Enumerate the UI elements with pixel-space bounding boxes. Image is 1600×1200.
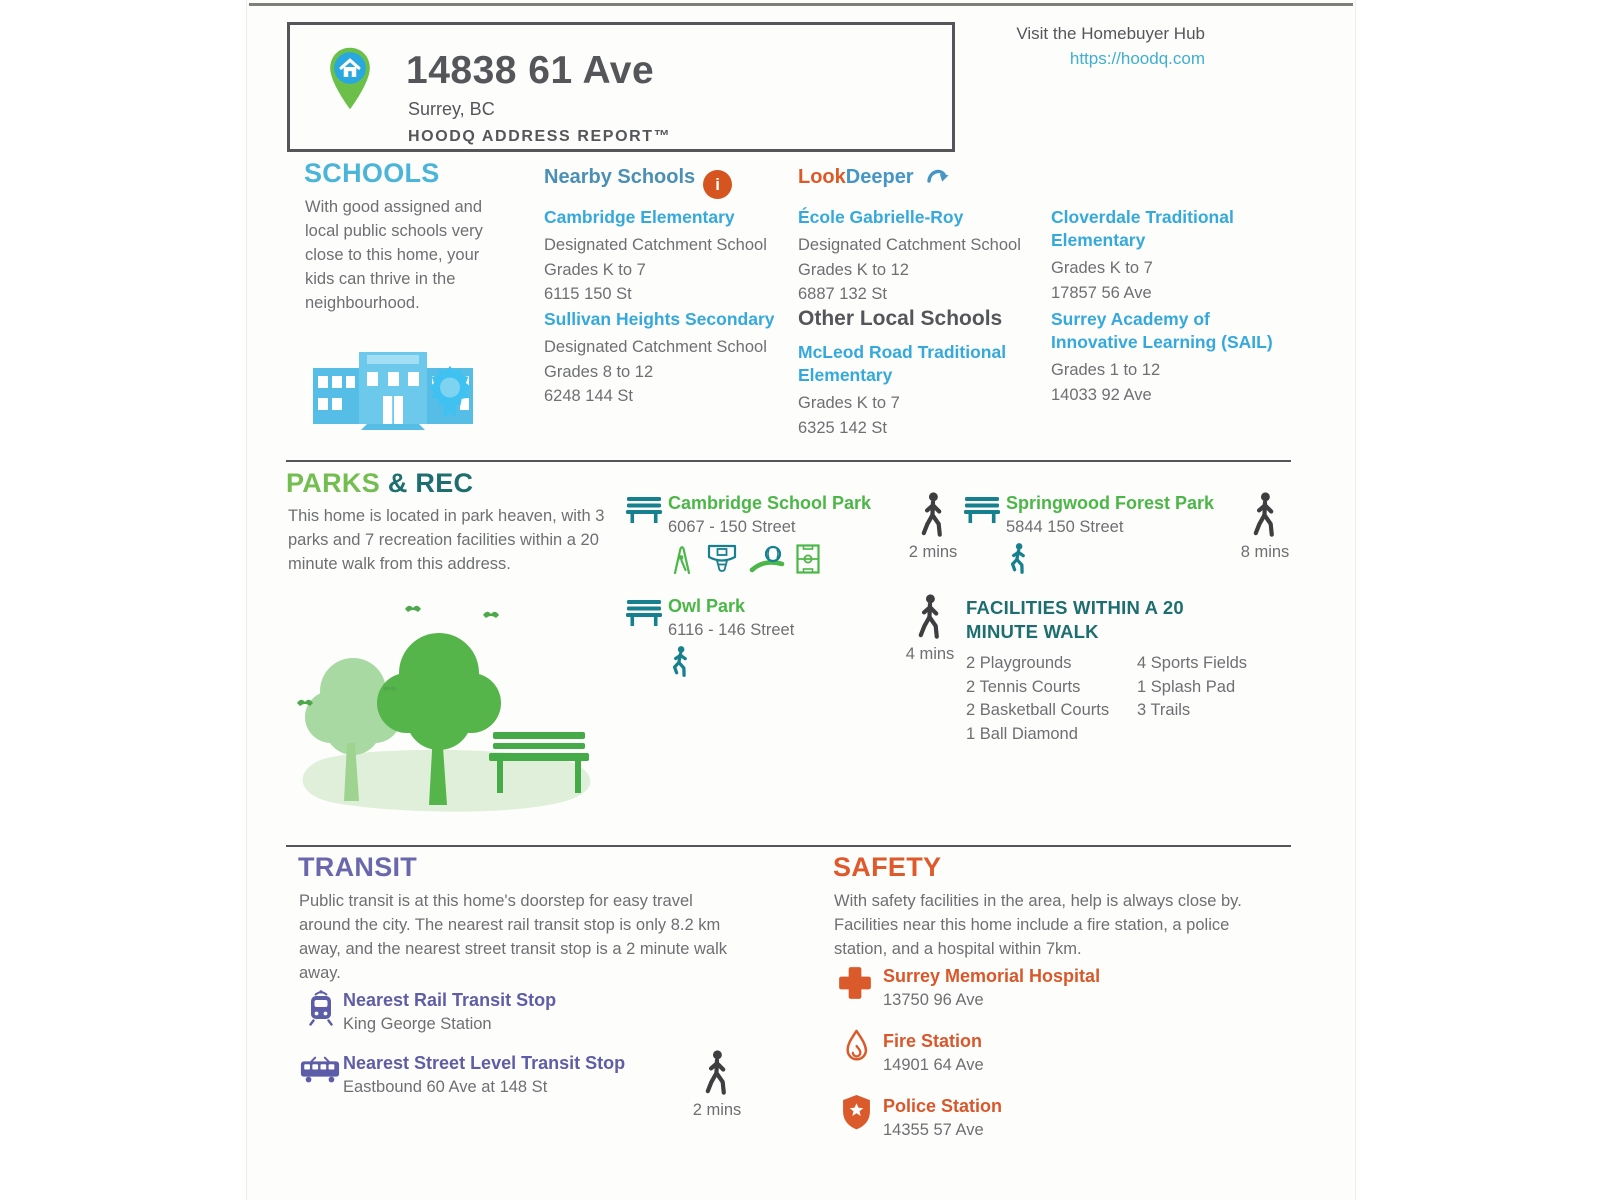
- schools-section-title: SCHOOLS: [304, 158, 440, 188]
- streetcar-icon: [299, 1055, 341, 1085]
- safety-item-title: Fire Station: [883, 1031, 983, 1051]
- address-header-box: [287, 22, 955, 152]
- safety-item: [883, 1095, 1002, 1140]
- safety-item: [883, 965, 1100, 1010]
- school-link[interactable]: Surrey Academy of Innovative Learning (SAIL): [1051, 309, 1273, 353]
- hoodq-link[interactable]: https://hoodq.com: [1069, 48, 1205, 68]
- facility-item: 4 Sports Fields: [1137, 654, 1248, 672]
- school-item: [798, 341, 1020, 440]
- bench-icon: [626, 495, 662, 523]
- school-line: Grades K to 7: [798, 394, 900, 413]
- school-line: Grades 8 to 12: [544, 362, 654, 381]
- school-line: 6325 142 St: [798, 418, 887, 437]
- rail-icon: [306, 988, 336, 1026]
- school-line: Designated Catchment School: [544, 236, 767, 255]
- other-local-schools-label: Other Local Schools: [798, 307, 1003, 330]
- nearby-schools-header: [544, 166, 732, 199]
- school-item: [1051, 206, 1256, 305]
- lookdeeper-arrow-icon: [926, 166, 950, 186]
- facility-item: 2 Tennis Courts: [966, 677, 1081, 696]
- section-divider: [286, 845, 1291, 847]
- lookdeeper-deeper-label: Deeper: [845, 166, 914, 188]
- facility-item: 2 Basketball Courts: [966, 701, 1110, 720]
- map-pin-icon: [326, 45, 374, 113]
- safety-item-detail: 14901 64 Ave: [883, 1056, 984, 1075]
- walk-time-indicator: [895, 492, 971, 562]
- school-item: [798, 206, 1021, 306]
- baseball-icon: [748, 545, 786, 575]
- lookdeeper-look-label: Look: [798, 166, 846, 188]
- safety-item-title: Surrey Memorial Hospital: [883, 966, 1101, 986]
- school-link[interactable]: Sullivan Heights Secondary: [544, 309, 775, 329]
- transit-stop-title: Nearest Street Level Transit Stop: [343, 1053, 626, 1073]
- school-item: [544, 308, 774, 408]
- jogger-icon: [668, 646, 794, 680]
- transit-stop-item: [343, 989, 556, 1034]
- safety-description: With safety facilities in the area, help is always close by. Facilities near this home include a fire station, a police station, and a hospital within 7km.: [834, 892, 1242, 958]
- police-icon: [841, 1093, 872, 1131]
- safety-item-detail: 14355 57 Ave: [883, 1121, 984, 1140]
- walk-time-label: 2 mins: [692, 1101, 742, 1119]
- school-line: 6887 132 St: [798, 284, 887, 303]
- park-link[interactable]: Cambridge School Park: [668, 493, 872, 513]
- lookdeeper-header: [798, 166, 950, 189]
- park-item: [668, 595, 794, 680]
- jogger-icon: [1006, 543, 1214, 577]
- school-line: Designated Catchment School: [544, 338, 767, 357]
- school-link[interactable]: McLeod Road Traditional Elementary: [798, 342, 1007, 386]
- school-link[interactable]: Cambridge Elementary: [544, 207, 735, 227]
- safety-section-title: SAFETY: [833, 852, 942, 882]
- park-item: [1006, 492, 1214, 577]
- safety-item: [883, 1030, 984, 1075]
- school-line: 6115 150 St: [544, 284, 632, 303]
- section-divider: [286, 460, 1291, 462]
- page-top-rule: [249, 3, 1353, 6]
- address-city: Surrey, BC: [408, 99, 495, 119]
- walk-time-indicator: [892, 594, 968, 664]
- walking-icon: [916, 492, 950, 538]
- facility-item: 1 Splash Pad: [1137, 677, 1236, 696]
- school-line: Grades K to 7: [544, 260, 646, 279]
- school-line: 6248 144 St: [544, 386, 633, 405]
- parks-title-green: PARKS: [286, 468, 381, 498]
- walk-time-label: 2 mins: [908, 543, 958, 561]
- parks-description: This home is located in park heaven, with 3 parks and 7 recreation facilities within a 20 minute walk from this address.: [288, 507, 605, 573]
- school-link[interactable]: Cloverdale Traditional Elementary: [1051, 207, 1234, 251]
- park-item: [668, 492, 871, 575]
- school-line: 14033 92 Ave: [1051, 385, 1152, 404]
- facility-item: 2 Playgrounds: [966, 654, 1072, 672]
- hospital-icon: [837, 965, 873, 1001]
- transit-stop-item: [343, 1052, 625, 1097]
- visit-hub-text: Visit the Homebuyer Hub: [1016, 24, 1205, 43]
- transit-description: Public transit is at this home's doorstep for easy travel around the city. The nearest rail transit stop is only 8.2 km away, and the nearest street transit stop is a 2 minute walk away.: [299, 892, 727, 982]
- address-title: 14838 61 Ave: [406, 49, 655, 92]
- school-item: [544, 206, 767, 306]
- basketball-icon: [705, 543, 739, 575]
- sports-field-icon: [795, 543, 821, 575]
- report-title: HOODQ ADDRESS REPORT™: [408, 128, 672, 145]
- school-link[interactable]: École Gabrielle-Roy: [798, 207, 964, 227]
- document-page: [246, 0, 1356, 1200]
- safety-item-title: Police Station: [883, 1096, 1003, 1116]
- school-line: Grades 1 to 12: [1051, 361, 1161, 380]
- homebuyer-hub-links: [1016, 22, 1205, 71]
- parks-title-teal: & REC: [387, 468, 474, 498]
- parks-section-title: [286, 468, 473, 499]
- school-item: [1051, 308, 1291, 407]
- facilities-column-1: [966, 652, 1136, 746]
- transit-stop-detail: Eastbound 60 Ave at 148 St: [343, 1078, 548, 1097]
- walking-icon: [1248, 492, 1282, 538]
- schools-description: With good assigned and local public schools very close to this home, your kids can thrive in the neighbourhood.: [305, 198, 483, 312]
- park-illustration: [287, 593, 599, 825]
- transit-stop-detail: King George Station: [343, 1015, 492, 1034]
- school-line: Designated Catchment School: [798, 236, 1021, 255]
- walk-time-label: 8 mins: [1240, 543, 1290, 561]
- park-address: 5844 150 Street: [1006, 517, 1124, 536]
- walking-icon: [913, 594, 947, 640]
- fire-icon: [843, 1028, 870, 1066]
- facilities-column-2: [1137, 652, 1297, 723]
- school-line: Grades K to 7: [1051, 259, 1153, 278]
- facilities-title: FACILITIES WITHIN A 20 MINUTE WALK: [966, 597, 1184, 643]
- safety-item-detail: 13750 96 Ave: [883, 991, 984, 1010]
- park-link[interactable]: Owl Park: [668, 596, 746, 616]
- facility-item: 3 Trails: [1137, 701, 1191, 720]
- park-address: 6067 - 150 Street: [668, 517, 796, 536]
- walk-time-indicator: [679, 1050, 755, 1120]
- walk-time-indicator: [1227, 492, 1303, 562]
- playground-icon: [668, 543, 696, 575]
- transit-section-title: TRANSIT: [298, 852, 418, 882]
- nearby-schools-label: Nearby Schools: [544, 166, 696, 188]
- school-line: 17857 56 Ave: [1051, 283, 1152, 302]
- walk-time-label: 4 mins: [905, 645, 955, 663]
- facility-item: 1 Ball Diamond: [966, 724, 1078, 743]
- transit-stop-title: Nearest Rail Transit Stop: [343, 990, 557, 1010]
- school-line: Grades K to 12: [798, 260, 909, 279]
- bench-icon: [964, 495, 1000, 523]
- park-link[interactable]: Springwood Forest Park: [1006, 493, 1215, 513]
- school-building-icon: [307, 336, 482, 430]
- bench-icon: [626, 598, 662, 626]
- park-address: 6116 - 146 Street: [668, 620, 795, 639]
- walking-icon: [700, 1050, 734, 1096]
- info-icon[interactable]: i: [703, 170, 732, 199]
